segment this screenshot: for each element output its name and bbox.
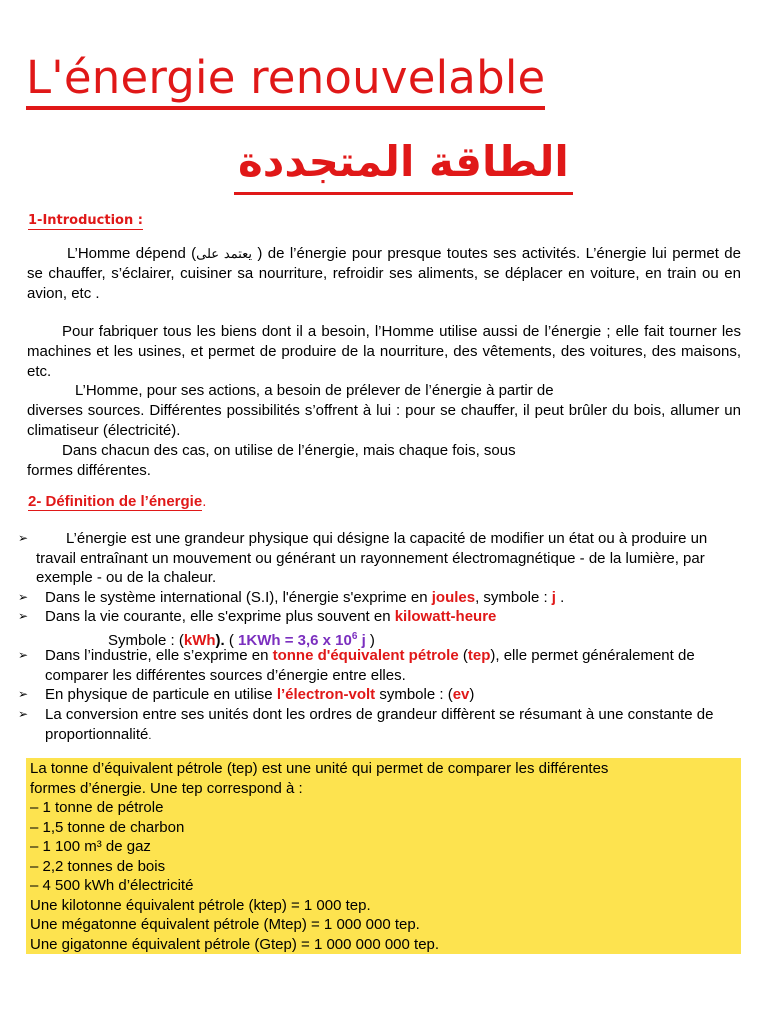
- tonne-equivalent-term: tonne d'équivalent pétrole: [272, 647, 459, 664]
- box-line: La tonne d’équivalent pétrole (tep) est une unité qui permet de comparer les différentes: [30, 760, 609, 777]
- box-line: – 1 tonne de pétrole: [30, 799, 164, 816]
- bullet-joules: [18, 588, 738, 608]
- kwh-exponent: 6: [351, 631, 358, 642]
- b2-text-a: Dans le système international (S.I), l'énergie s'exprime en: [45, 589, 432, 606]
- intro-heading: 1-Introduction :: [28, 213, 143, 228]
- arrow-bullet-icon: ➢: [18, 648, 29, 662]
- p1-after: ) de l’énergie pour presque toutes ses activités. L’énergie lui permet de se chauffer, s’éclairer, cuisiner sa nourriture, refroidir ses aliments, se déplacer en voiture, en train ou en avion, etc .: [27, 245, 741, 302]
- arabic-title: الطاقة المتجددة: [234, 132, 573, 195]
- b3-eq-close: ): [365, 632, 375, 649]
- p1-before: L’Homme dépend (: [67, 245, 197, 262]
- b6-text: La conversion entre ses unités dont les ordres de grandeur diffèrent se résumant à une constante de proportionnalité: [45, 706, 714, 743]
- arrow-bullet-icon: ➢: [18, 609, 29, 623]
- b4-text-c: ), elle permet généralement de comparer les différentes sources d’énergie entre elles.: [45, 647, 695, 684]
- arrow-bullet-icon: ➢: [18, 531, 29, 545]
- box-line: – 4 500 kWh d’électricité: [30, 877, 194, 894]
- b2-text-c: .: [555, 589, 565, 606]
- b5-text-c: ): [469, 686, 475, 703]
- intro-paragraph-3b: diverses sources. Différentes possibilités s’offrent à lui : pour se chauffer, il peut brûler du bois, allumer un climatiseur (électricité).: [27, 402, 741, 439]
- p1-arabic: يعتمد على: [196, 246, 253, 261]
- b6-end: .: [148, 729, 152, 742]
- box-line: – 1,5 tonne de charbon: [30, 818, 185, 836]
- arrow-bullet-icon: ➢: [18, 707, 29, 721]
- definition-heading-end: .: [202, 493, 207, 510]
- b3-eq-open: (: [224, 632, 239, 649]
- bullet-definition: [18, 529, 738, 588]
- electron-volt-term: l’électron-volt: [276, 686, 376, 703]
- intro-paragraph-4a: Dans chacun des cas, on utilise de l’énergie, mais chaque fois, sous: [62, 442, 516, 459]
- bullet-conversion: [18, 705, 738, 746]
- joules-term: joules: [431, 589, 476, 606]
- definition-heading: [28, 493, 206, 510]
- kwh-equation: 1KWh = 3,6 x 10: [238, 632, 352, 649]
- b2-text-b: , symbole :: [475, 589, 552, 606]
- intro-paragraph-1: [27, 244, 741, 304]
- definition-heading-text: 2- Définition de l’énergie: [28, 493, 203, 510]
- box-line: – 2,2 tonnes de bois: [30, 857, 166, 875]
- box-line: Une mégatonne équivalent pétrole (Mtep) = 1 000 000 tep.: [30, 916, 420, 933]
- box-line: Une gigatonne équivalent pétrole (Gtep) = 1 000 000 000 tep.: [30, 935, 440, 953]
- arrow-bullet-icon: ➢: [18, 687, 29, 701]
- b3-sym-label: Symbole : (: [108, 632, 184, 649]
- box-line: – 1 100 m³ de gaz: [30, 838, 151, 855]
- b3-close: ).: [215, 632, 225, 649]
- b5-text-b: symbole : (: [375, 686, 453, 703]
- kilowatt-heure-term: kilowatt-heure: [394, 608, 497, 625]
- intro-paragraph-3a: L’Homme, pour ses actions, a besoin de prélever de l’énergie à partir de: [75, 382, 554, 399]
- box-line: Une kilotonne équivalent pétrole (ktep) = 1 000 tep.: [30, 896, 371, 914]
- tep-symbol: tep: [467, 647, 491, 664]
- bullet-kwh: [18, 607, 738, 627]
- ev-symbol: ev: [452, 686, 470, 703]
- bullet-ev: [18, 685, 738, 705]
- b4-text-a: Dans l’industrie, elle s’exprime en: [45, 647, 273, 664]
- b5-text-a: En physique de particule en utilise: [45, 686, 277, 703]
- page-title: L'énergie renouvelable: [26, 50, 545, 110]
- b4-text-b: (: [458, 647, 468, 664]
- b3-text-a: Dans la vie courante, elle s'exprime plus souvent en: [45, 608, 395, 625]
- kwh-equation-unit: j: [357, 632, 366, 649]
- box-line: formes d’énergie. Une tep correspond à :: [30, 779, 303, 797]
- intro-paragraph-2: Pour fabriquer tous les biens dont il a besoin, l’Homme utilise aussi de l’énergie ; elle fait tourner les machines et les usines, et permet de produire de la nourriture, des vêtements, des voitures, des maisons, etc.: [27, 323, 741, 380]
- bullet-definition-text: L’énergie est une grandeur physique qui désigne la capacité de modifier un état ou à produire un travail entraînant un mouvement ou générant un rayonnement électromagnétique - de la lumière, par exemple - ou de la chaleur.: [36, 530, 708, 586]
- joule-symbol: j: [551, 589, 556, 606]
- arrow-bullet-icon: ➢: [18, 590, 29, 604]
- intro-paragraph-4b: formes différentes.: [27, 462, 151, 479]
- bullet-tep: [18, 646, 738, 685]
- kwh-symbol: kWh: [183, 632, 216, 649]
